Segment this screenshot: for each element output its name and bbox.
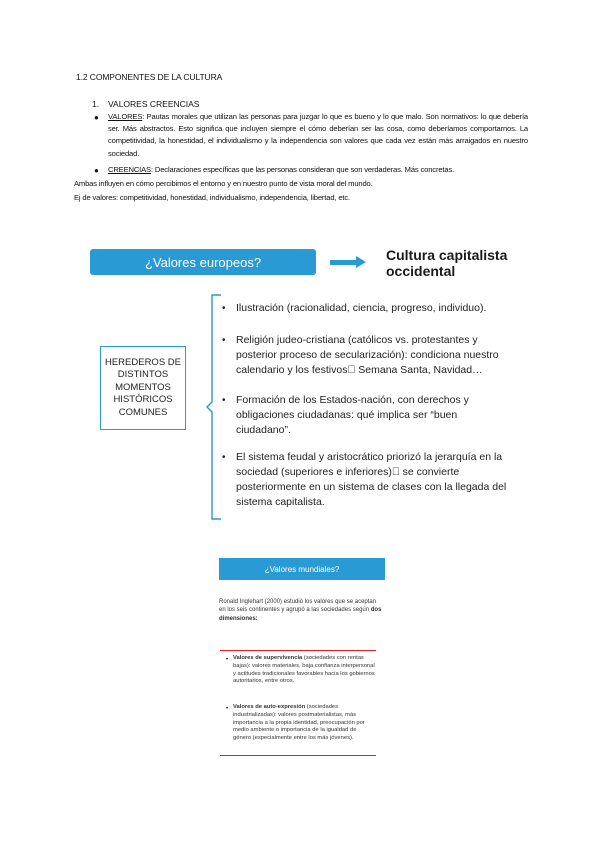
supervivencia-item [233,655,375,686]
bullet-dot: ● [94,166,99,175]
valores-europeos-box: ¿Valores europeos? [90,249,316,275]
slide1-item: Religión judeo-cristiana (católicos vs. protestantes y posterior proceso de secularización): condiciona nuestro calendario y los festivos  Semana Santa, Navidad… [236,334,499,376]
intro-bold: dos dimensiones: [219,607,382,622]
slide1-item: El sistema feudal y aristocrático priorizó la jerarquía en la sociedad (superiores e inferiores)  se convierte posteriormente en un sistema de clases con la llegada del sistema capitalista. [236,451,507,508]
bullet-dot: • [222,335,226,346]
bullet-dot: ● [94,113,99,122]
valores-term: VALORES [108,112,143,121]
cultura-capitalista-title: Cultura capitalista occidental [386,247,508,279]
valores-paragraph [108,111,528,160]
intro-text: Ronald Inglehart (2000) estudió los valores que se aceptan en los seis continentes y agrupó a las sociedades según [219,599,377,614]
bullet-dot: • [226,657,229,663]
brace-icon [206,294,222,520]
supervivencia-text: (sociedades con rentas bajas): valores materiales, baja confianza interpersonal y actitudes tradicionales favorables hacia los gobiernos autoritarios, entre otros. [233,655,375,685]
arrow-right-icon [330,260,358,265]
ejemplos-line: Ej de valores: competitividad, honestidad, individualismo, independencia, libertad, etc. [74,193,350,202]
list-title: VALORES CREENCIAS [108,99,200,109]
autoexpresion-item [233,704,375,743]
herederos-box [100,346,186,430]
bullet-dot: • [222,303,226,314]
creencias-term: CREENCIAS [108,165,151,174]
section-title: 1.2 COMPONENTES DE LA CULTURA [76,72,223,82]
arrow-head-icon [356,256,366,268]
supervivencia-term: Valores de supervivencia [233,655,303,661]
bullet-dot: • [226,706,229,712]
list-number: 1. [92,99,100,109]
valores-text: : Pautas morales que utilizan las personas para juzgar lo que es bueno y lo que malo. Son normativos: lo que debería ser. Más abstractos. Esto significa que incluyen siempre el cómo deberían ser las cosa, como deberíamos comportarnos. La competitividad, la honestidad, el individualismo y la independencia son valores que cada vez están más arraigados en nuestro sociedad. [108,112,528,158]
creencias-text: : Declaraciones específicas que las personas consideran que son verdaderas. Más concretas. [150,165,455,174]
ambas-line: Ambas influyen en cómo percibimos el entorno y en nuestro punto de vista moral del mundo. [74,179,373,188]
bullet-dot: • [222,452,226,463]
slide1-item: Ilustración (racionalidad, ciencia, progreso, individuo). [236,302,487,314]
slide1-item: Formación de los Estados-nación, con derechos y obligaciones ciudadanas: qué implica ser “buen ciudadano”. [236,394,469,436]
creencias-paragraph [108,164,528,176]
autoexpresion-text: (sociedades industrializadas): valores postmaterialistas, más importancia a la propia identidad, preocupación por medio ambiente o importancia de la igualdad de género (especialmente entre los más jóvenes). [233,704,365,742]
inglehart-intro [219,598,383,623]
valores-mundiales-header: ¿Valores mundiales? [219,558,385,580]
herederos-label: HEREDEROS DE DISTINTOS MOMENTOS HISTÓRICOS COMUNES [104,356,181,418]
bullet-dot: • [222,395,226,406]
autoexpresion-term: Valores de auto-expresión [233,704,306,710]
